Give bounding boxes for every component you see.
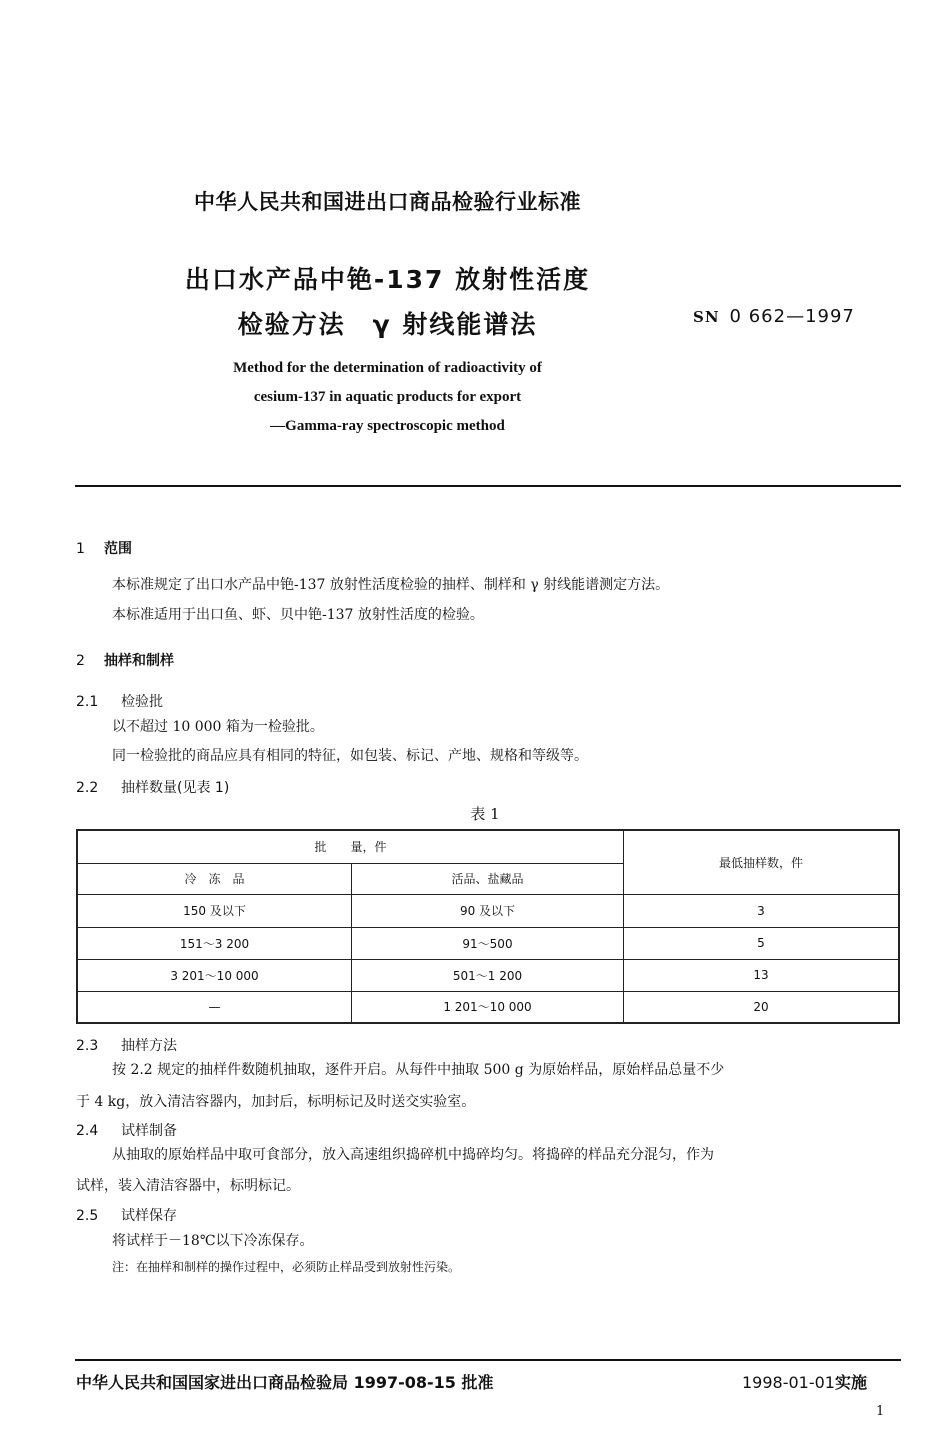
section-2-4-number: 2.4 [76, 1123, 99, 1139]
table-cell: 151～3 200 [77, 927, 352, 959]
section-2-heading [76, 650, 174, 670]
section-1-paragraph-2: 本标准适用于出口鱼、虾、贝中铯-137 放射性活度的检验。 [112, 607, 484, 623]
effective-date [742, 1370, 867, 1393]
section-2-3-number: 2.3 [76, 1038, 99, 1054]
standard-title-line1: 出口水产品中铯-137 放射性活度 [184, 265, 591, 294]
section-2-3-heading [76, 1035, 177, 1055]
english-title-line3: —Gamma-ray spectroscopic method [270, 418, 505, 434]
table-row [77, 959, 899, 991]
section-2-5-heading [76, 1205, 177, 1225]
table-cell: 5 [624, 927, 900, 959]
table-cell: 150 及以下 [77, 894, 352, 927]
standard-code-number: 0 662—1997 [729, 306, 855, 327]
table-cell: 3 [624, 894, 900, 927]
section-2-1-heading [76, 691, 163, 711]
sampling-quantity-table [76, 829, 900, 1024]
issuing-standard-body: 中华人民共和国进出口商品检验行业标准 [194, 190, 581, 214]
section-2-4-paragraph-2: 试样，装入清洁容器中，标明标记。 [76, 1178, 300, 1194]
footer-divider [75, 1359, 901, 1361]
table-head-frozen: 冷 冻 品 [77, 863, 352, 894]
section-2-5-paragraph-1: 将试样于－18℃以下冷冻保存。 [112, 1233, 314, 1249]
section-2-5-note: 注：在抽样和制样的操作过程中，必须防止样品受到放射性污染。 [112, 1260, 461, 1274]
table-cell: 501～1 200 [352, 959, 624, 991]
section-2-3-title: 抽样方法 [121, 1038, 177, 1054]
section-2-4-paragraph-1: 从抽取的原始样品中取可食部分，放入高速组织捣碎机中捣碎均匀。将捣碎的样品充分混匀，作为 [112, 1147, 714, 1163]
section-1-heading [76, 538, 132, 558]
english-title-line2: cesium-137 in aquatic products for export [253, 389, 522, 405]
section-1-title: 范围 [104, 541, 132, 557]
table-cell: 1 201～10 000 [352, 991, 624, 1023]
section-2-1-title: 检验批 [121, 694, 163, 710]
header-divider [75, 485, 901, 487]
english-title-line1: Method for the determination of radioactivity of [233, 360, 542, 376]
table-cell: 91～500 [352, 927, 624, 959]
section-2-2-title: 抽样数量(见表 1) [121, 780, 230, 796]
section-2-2-number: 2.2 [76, 780, 99, 796]
table-cell: — [77, 991, 352, 1023]
table-row [77, 927, 899, 959]
page-number: 1 [876, 1404, 885, 1419]
effective-date-label: 实施 [834, 1373, 867, 1392]
table-cell: 90 及以下 [352, 894, 624, 927]
standard-code-prefix: SN [693, 308, 720, 326]
table-head-lot-size: 批 量，件 [77, 830, 624, 863]
table-cell: 13 [624, 959, 900, 991]
section-1-number: 1 [76, 541, 85, 557]
section-1-paragraph-1: 本标准规定了出口水产品中铯-137 放射性活度检验的抽样、制样和 γ 射线能谱测定方法。 [112, 577, 670, 593]
section-2-1-paragraph-1: 以不超过 10 000 箱为一检验批。 [112, 719, 324, 735]
section-2-1-number: 2.1 [76, 694, 99, 710]
section-2-5-number: 2.5 [76, 1208, 99, 1224]
table-caption: 表 1 [470, 805, 500, 823]
approval-statement: 中华人民共和国国家进出口商品检验局 1997-08-15 批准 [76, 1373, 494, 1392]
table-head-min-samples: 最低抽样数，件 [624, 830, 900, 894]
table-row [77, 894, 899, 927]
section-2-3-paragraph-1: 按 2.2 规定的抽样件数随机抽取，逐件开启。从每件中抽取 500 g 为原始样品，原始样品总量不少 [112, 1062, 725, 1078]
section-2-number: 2 [76, 653, 85, 669]
table-head-live-salted: 活品、盐藏品 [352, 863, 624, 894]
section-2-5-title: 试样保存 [121, 1208, 177, 1224]
section-2-2-heading [76, 777, 229, 797]
standard-code [693, 306, 855, 327]
standard-title-line2: 检验方法 γ 射线能谱法 [237, 310, 538, 339]
section-2-4-heading [76, 1120, 177, 1140]
section-2-4-title: 试样制备 [121, 1123, 177, 1139]
table-cell: 3 201～10 000 [77, 959, 352, 991]
section-2-1-paragraph-2: 同一检验批的商品应具有相同的特征，如包装、标记、产地、规格和等级等。 [112, 748, 588, 764]
table-row [77, 991, 899, 1023]
effective-date-value: 1998-01-01 [742, 1373, 835, 1392]
section-2-title: 抽样和制样 [104, 653, 174, 669]
section-2-3-paragraph-2: 于 4 kg，放入清洁容器内，加封后，标明标记及时送交实验室。 [76, 1094, 476, 1110]
table-cell: 20 [624, 991, 900, 1023]
